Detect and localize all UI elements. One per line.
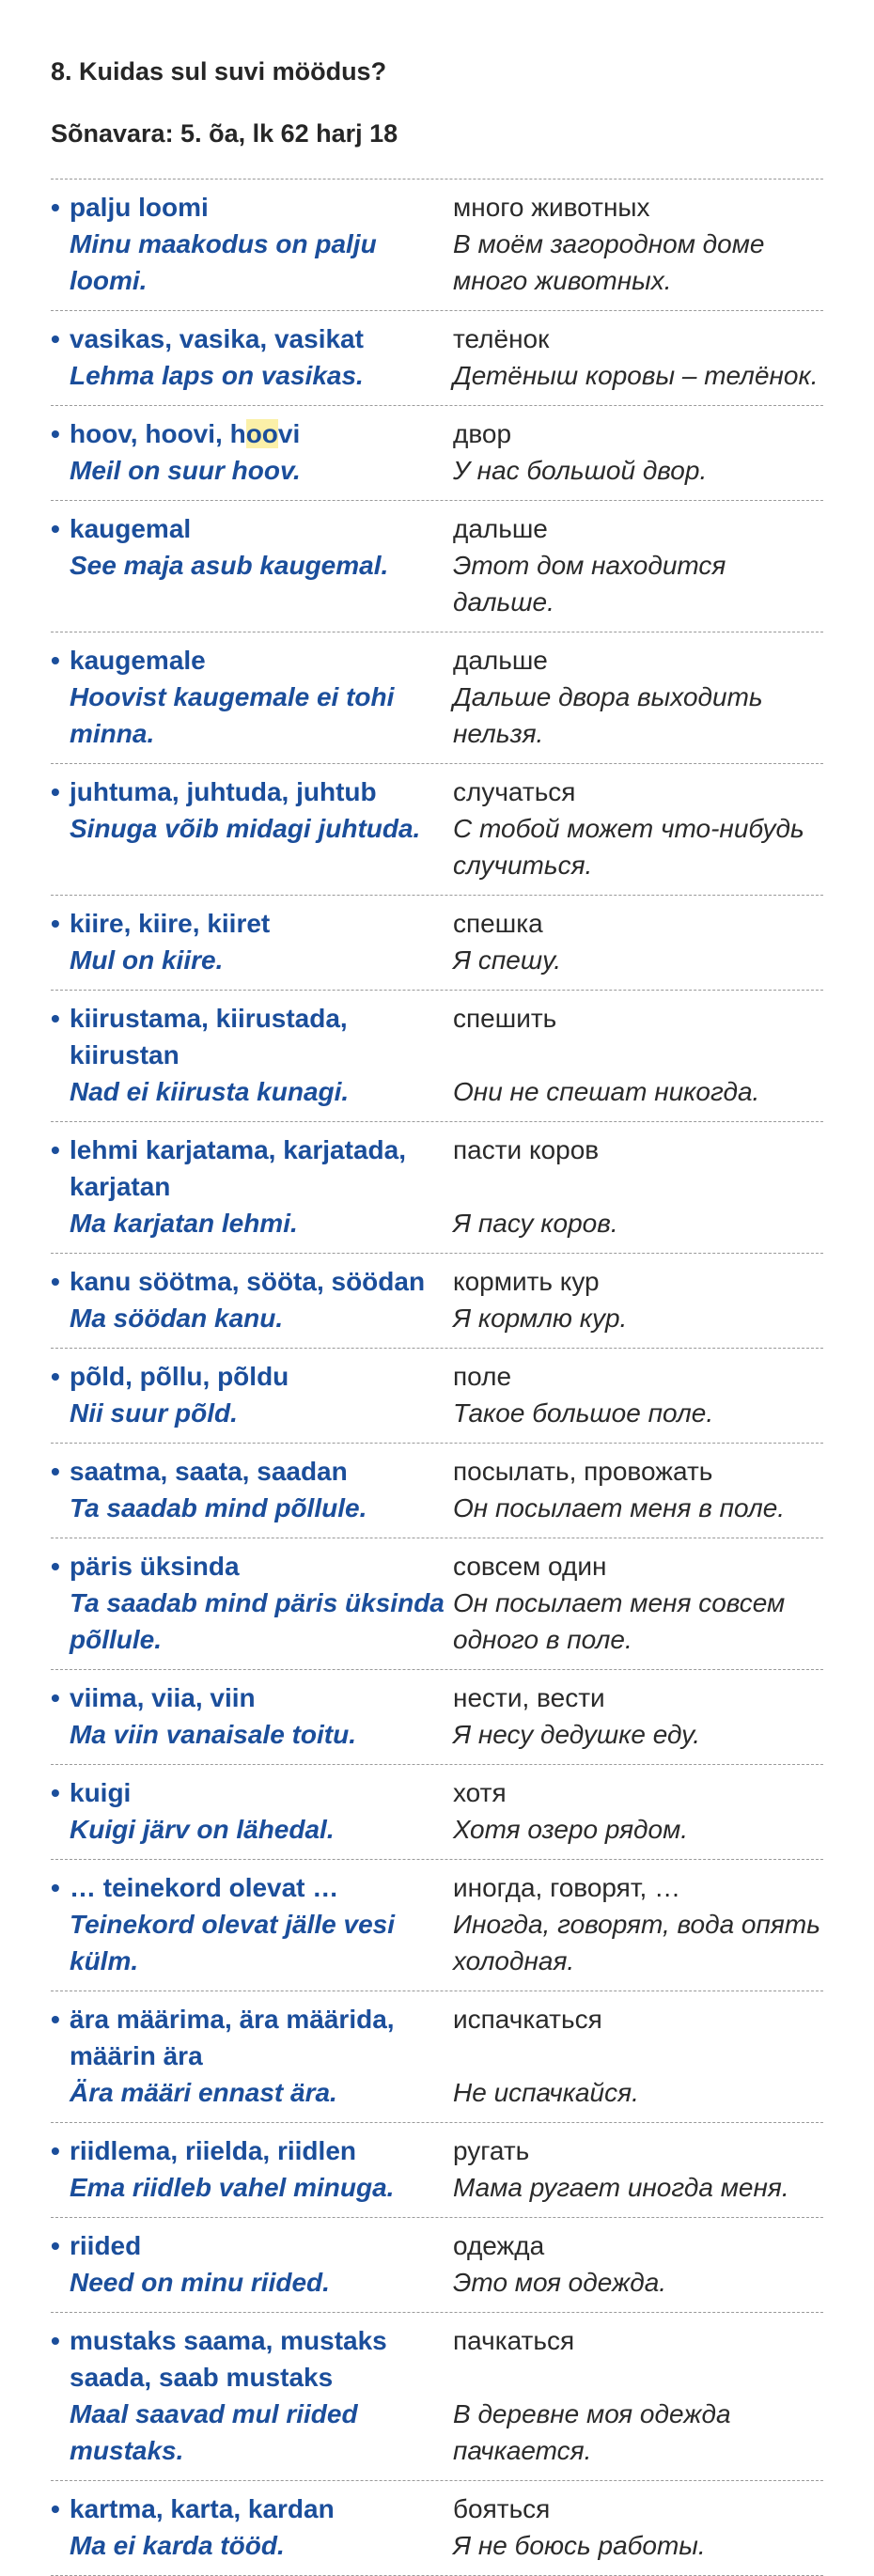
example-sentence: Lehma laps on vasikas. bbox=[70, 361, 364, 390]
lesson-title: 8. Kuidas sul suvi möödus? bbox=[51, 57, 387, 86]
estonian-column bbox=[51, 1263, 445, 1336]
bullet-icon: • bbox=[51, 777, 60, 806]
estonian-column bbox=[51, 1000, 445, 1110]
word-translation: иногда, говорят, … bbox=[453, 1873, 681, 1902]
example-sentence: Mul on kiire. bbox=[70, 945, 224, 975]
vocab-word: riided bbox=[70, 2231, 142, 2260]
estonian-column bbox=[51, 2001, 445, 2111]
example-sentence: Nad ei kiirusta kunagi. bbox=[70, 1077, 350, 1106]
vocab-word-part: vi bbox=[277, 419, 301, 448]
vocab-entry bbox=[51, 501, 823, 632]
estonian-column bbox=[51, 773, 445, 883]
vocab-entry bbox=[51, 2481, 823, 2576]
word-translation: пасти коров bbox=[453, 1135, 600, 1164]
example-translation: В деревне моя одежда пачкается. bbox=[453, 2399, 731, 2465]
example-translation: Я пасу коров. bbox=[453, 1209, 618, 1238]
word-translation: одежда bbox=[453, 2231, 545, 2260]
russian-column bbox=[445, 415, 823, 489]
example-sentence: Nii suur põld. bbox=[70, 1398, 238, 1428]
bullet-icon: • bbox=[51, 1267, 60, 1296]
example-translation: У нас большой двор. bbox=[453, 456, 708, 485]
estonian-column bbox=[51, 320, 445, 394]
vocab-entry bbox=[51, 2313, 823, 2481]
vocab-word: ära määrima, ära määrida, määrin ära bbox=[70, 2005, 395, 2070]
estonian-column bbox=[51, 415, 445, 489]
vocab-word: riidlema, riielda, riidlen bbox=[70, 2136, 356, 2165]
example-translation: Я спешу. bbox=[453, 945, 561, 975]
bullet-icon: • bbox=[51, 2494, 60, 2523]
bullet-icon: • bbox=[51, 419, 60, 448]
example-translation: Хотя озеро рядом. bbox=[453, 1815, 689, 1844]
vocab-entry bbox=[51, 1860, 823, 1991]
estonian-column bbox=[51, 189, 445, 299]
vocab-entry bbox=[51, 896, 823, 991]
column-spacer bbox=[453, 1168, 823, 1205]
bullet-icon: • bbox=[51, 2231, 60, 2260]
word-translation: дальше bbox=[453, 646, 548, 675]
example-translation: Этот дом находится дальше. bbox=[453, 551, 726, 617]
example-translation: Не испачкайся. bbox=[453, 2078, 639, 2107]
vocab-entry bbox=[51, 1254, 823, 1349]
vocab-entry bbox=[51, 1670, 823, 1765]
russian-column bbox=[445, 1869, 823, 1979]
russian-column bbox=[445, 642, 823, 752]
vocab-word: kartma, karta, kardan bbox=[70, 2494, 335, 2523]
vocab-entry bbox=[51, 1991, 823, 2123]
bullet-icon: • bbox=[51, 1873, 60, 1902]
russian-column bbox=[445, 2322, 823, 2469]
example-sentence: Kuigi järv on lähedal. bbox=[70, 1815, 335, 1844]
vocabulary-list bbox=[51, 179, 823, 2576]
estonian-column bbox=[51, 2490, 445, 2564]
word-translation: двор bbox=[453, 419, 512, 448]
estonian-column bbox=[51, 1679, 445, 1753]
example-translation: Мама ругает иногда меня. bbox=[453, 2173, 789, 2202]
word-translation: телёнок bbox=[453, 324, 550, 353]
example-sentence: Maal saavad mul riided mustaks. bbox=[70, 2399, 358, 2465]
russian-column bbox=[445, 1548, 823, 1658]
example-translation: Это моя одежда. bbox=[453, 2268, 667, 2297]
word-translation: испачкаться bbox=[453, 2005, 602, 2034]
vocab-word: kuigi bbox=[70, 1778, 132, 1807]
word-translation: спешка bbox=[453, 909, 543, 938]
example-translation: В моём загородном доме много животных. bbox=[453, 229, 765, 295]
vocab-word-part: hoov, hoovi, h bbox=[70, 419, 246, 448]
vocab-word: juhtuma, juhtuda, juhtub bbox=[70, 777, 377, 806]
russian-column bbox=[445, 510, 823, 620]
example-translation: Он посылает меня в поле. bbox=[453, 1493, 786, 1522]
word-translation: поле bbox=[453, 1362, 512, 1391]
word-translation: кормить кур bbox=[453, 1267, 600, 1296]
example-translation: Такое большое поле. bbox=[453, 1398, 714, 1428]
bullet-icon: • bbox=[51, 514, 60, 543]
estonian-column bbox=[51, 905, 445, 978]
example-sentence: Teinekord olevat jälle vesi külm. bbox=[70, 1910, 396, 1975]
bullet-icon: • bbox=[51, 1457, 60, 1486]
word-translation: много животных bbox=[453, 193, 650, 222]
column-spacer bbox=[453, 2359, 823, 2396]
vocab-entry bbox=[51, 1122, 823, 1254]
russian-column bbox=[445, 2001, 823, 2111]
vocab-entry bbox=[51, 991, 823, 1122]
vocab-entry bbox=[51, 406, 823, 501]
word-translation: спешить bbox=[453, 1004, 557, 1033]
word-translation: нести, вести bbox=[453, 1683, 605, 1712]
example-sentence: Meil on suur hoov. bbox=[70, 456, 301, 485]
vocab-entry bbox=[51, 311, 823, 406]
word-translation: совсем один bbox=[453, 1552, 607, 1581]
vocab-entry bbox=[51, 2123, 823, 2218]
vocab-entry bbox=[51, 764, 823, 896]
vocab-word: kaugemale bbox=[70, 646, 206, 675]
word-translation: бояться bbox=[453, 2494, 551, 2523]
bullet-icon: • bbox=[51, 1552, 60, 1581]
vocab-word: mustaks saama, mustaks saada, saab mustaks bbox=[70, 2326, 387, 2392]
column-spacer bbox=[453, 2037, 823, 2074]
example-sentence: Ema riidleb vahel minuga. bbox=[70, 2173, 395, 2202]
highlighted-text: oo bbox=[245, 419, 278, 448]
estonian-column bbox=[51, 2227, 445, 2301]
example-sentence: Ma viin vanaisale toitu. bbox=[70, 1720, 356, 1749]
estonian-column bbox=[51, 642, 445, 752]
russian-column bbox=[445, 1358, 823, 1431]
bullet-icon: • bbox=[51, 2326, 60, 2355]
vocab-entry bbox=[51, 1349, 823, 1444]
russian-column bbox=[445, 2490, 823, 2564]
bullet-icon: • bbox=[51, 1004, 60, 1033]
estonian-column bbox=[51, 1453, 445, 1526]
estonian-column bbox=[51, 2322, 445, 2469]
russian-column bbox=[445, 2132, 823, 2206]
word-translation: посылать, провожать bbox=[453, 1457, 713, 1486]
vocab-word: vasikas, vasika, vasikat bbox=[70, 324, 364, 353]
vocab-word: põld, põllu, põldu bbox=[70, 1362, 289, 1391]
russian-column bbox=[445, 320, 823, 394]
bullet-icon: • bbox=[51, 1778, 60, 1807]
vocab-word: palju loomi bbox=[70, 193, 209, 222]
russian-column bbox=[445, 1453, 823, 1526]
vocab-word: päris üksinda bbox=[70, 1552, 240, 1581]
example-translation: Дальше двора выходить нельзя. bbox=[453, 682, 763, 748]
example-sentence: Hoovist kaugemale ei tohi minna. bbox=[70, 682, 395, 748]
column-spacer bbox=[453, 1037, 823, 1073]
russian-column bbox=[445, 1132, 823, 1241]
example-sentence: Ma söödan kanu. bbox=[70, 1304, 284, 1333]
bullet-icon: • bbox=[51, 1362, 60, 1391]
example-sentence: Ta saadab mind põllule. bbox=[70, 1493, 367, 1522]
vocab-word: lehmi karjatama, karjatada, karjatan bbox=[70, 1135, 406, 1201]
example-sentence: See maja asub kaugemal. bbox=[70, 551, 389, 580]
estonian-column bbox=[51, 1132, 445, 1241]
vocab-word: kiirustama, kiirustada, kiirustan bbox=[70, 1004, 348, 1069]
vocab-entry bbox=[51, 632, 823, 764]
word-translation: ругать bbox=[453, 2136, 530, 2165]
example-sentence: Ma karjatan lehmi. bbox=[70, 1209, 298, 1238]
russian-column bbox=[445, 1679, 823, 1753]
example-translation: Они не спешат никогда. bbox=[453, 1077, 760, 1106]
estonian-column bbox=[51, 2132, 445, 2206]
estonian-column bbox=[51, 1869, 445, 1979]
vocab-entry bbox=[51, 1538, 823, 1670]
example-sentence: Minu maakodus on palju loomi. bbox=[70, 229, 377, 295]
example-translation: Он посылает меня совсем одного в поле. bbox=[453, 1588, 786, 1654]
example-translation: Иногда, говорят, вода опять холодная. bbox=[453, 1910, 820, 1975]
russian-column bbox=[445, 1000, 823, 1110]
vocab-word: … teinekord olevat … bbox=[70, 1873, 339, 1902]
bullet-icon: • bbox=[51, 193, 60, 222]
estonian-column bbox=[51, 1548, 445, 1658]
estonian-column bbox=[51, 1358, 445, 1431]
russian-column bbox=[445, 1263, 823, 1336]
example-translation: Я несу дедушке еду. bbox=[453, 1720, 701, 1749]
word-translation: случаться bbox=[453, 777, 576, 806]
example-sentence: Ära määri ennast ära. bbox=[70, 2078, 337, 2107]
example-translation: Я кормлю кур. bbox=[453, 1304, 628, 1333]
estonian-column bbox=[51, 1774, 445, 1848]
vocabulary-reference: Sõnavara: 5. õa, lk 62 harj 18 bbox=[51, 119, 398, 148]
vocab-word bbox=[70, 415, 445, 452]
vocab-word: kanu söötma, sööta, söödan bbox=[70, 1267, 426, 1296]
vocab-word: viima, viia, viin bbox=[70, 1683, 256, 1712]
example-translation: Я не боюсь работы. bbox=[453, 2531, 706, 2560]
estonian-column bbox=[51, 510, 445, 620]
vocab-word: kiire, kiire, kiiret bbox=[70, 909, 271, 938]
vocab-word: saatma, saata, saadan bbox=[70, 1457, 348, 1486]
vocab-entry bbox=[51, 1444, 823, 1538]
bullet-icon: • bbox=[51, 909, 60, 938]
bullet-icon: • bbox=[51, 2136, 60, 2165]
bullet-icon: • bbox=[51, 1683, 60, 1712]
example-sentence: Sinuga võib midagi juhtuda. bbox=[70, 814, 421, 843]
word-translation: дальше bbox=[453, 514, 548, 543]
example-sentence: Need on minu riided. bbox=[70, 2268, 330, 2297]
vocab-word: kaugemal bbox=[70, 514, 192, 543]
russian-column bbox=[445, 773, 823, 883]
bullet-icon: • bbox=[51, 1135, 60, 1164]
example-translation: С тобой может что-нибудь случиться. bbox=[453, 814, 804, 880]
example-sentence: Ma ei karda tööd. bbox=[70, 2531, 285, 2560]
word-translation: хотя bbox=[453, 1778, 507, 1807]
vocab-entry bbox=[51, 2218, 823, 2313]
example-sentence: Ta saadab mind päris üksinda põllule. bbox=[70, 1588, 445, 1654]
bullet-icon: • bbox=[51, 646, 60, 675]
russian-column bbox=[445, 189, 823, 299]
russian-column bbox=[445, 905, 823, 978]
vocab-entry bbox=[51, 1765, 823, 1860]
example-translation: Детёныш коровы – телёнок. bbox=[453, 361, 819, 390]
vocab-entry bbox=[51, 180, 823, 311]
bullet-icon: • bbox=[51, 324, 60, 353]
russian-column bbox=[445, 2227, 823, 2301]
word-translation: пачкаться bbox=[453, 2326, 575, 2355]
bullet-icon: • bbox=[51, 2005, 60, 2034]
russian-column bbox=[445, 1774, 823, 1848]
